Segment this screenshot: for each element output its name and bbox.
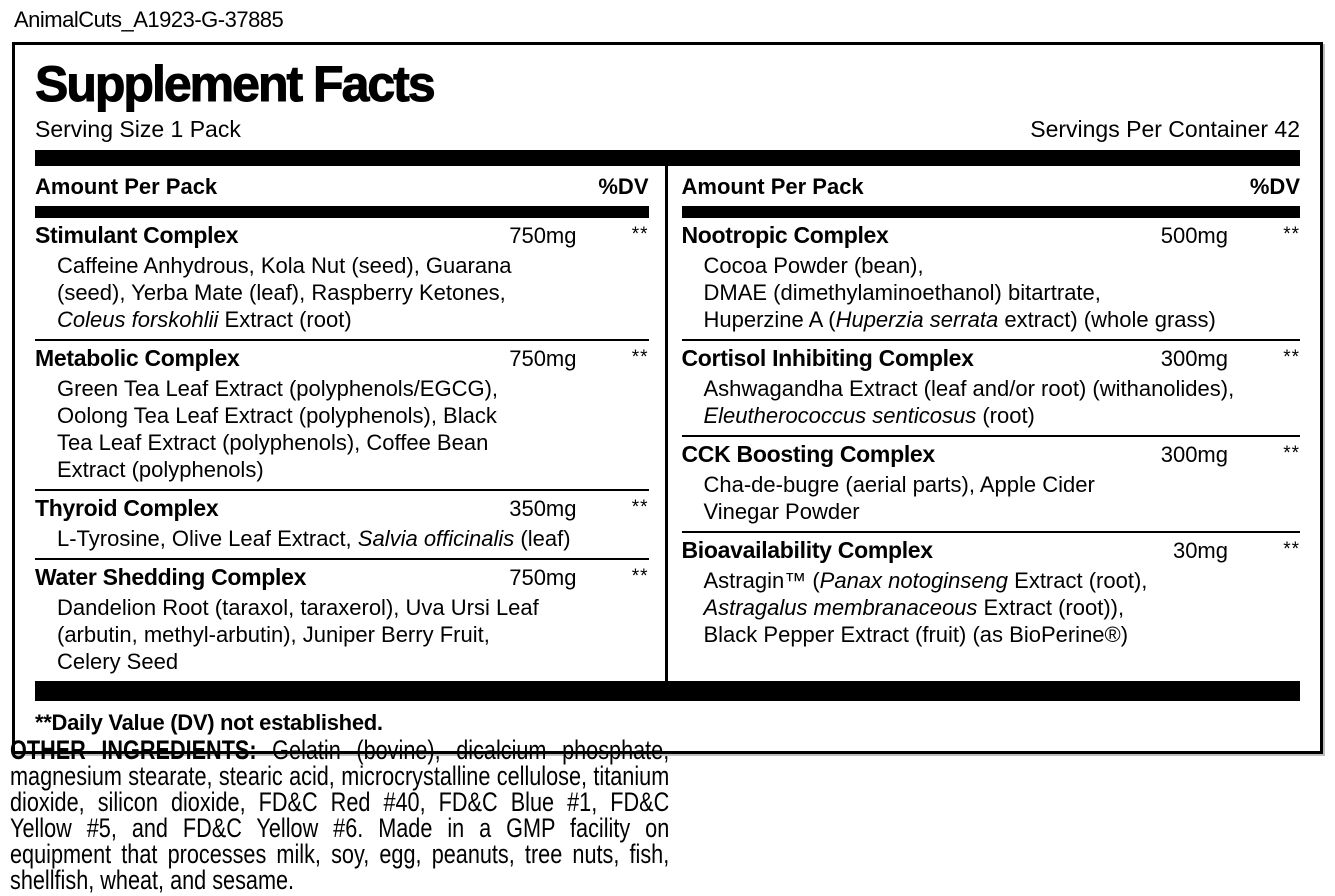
complex-name: Nootropic Complex: [681, 222, 889, 248]
file-name-label: AnimalCuts_A1923-G-37885: [14, 7, 284, 32]
complex-amount: 750mg: [509, 346, 577, 371]
left-column-sections: [35, 218, 649, 681]
complex-dv-value: **: [631, 497, 649, 518]
complex-amount: 500mg: [1160, 223, 1228, 248]
bottom-divider-bar: [35, 681, 1300, 701]
ingredient-line: L-Tyrosine, Olive Leaf Extract, Salvia officinalis (leaf): [57, 526, 571, 551]
complex-amount: 300mg: [1160, 346, 1228, 371]
complex-section: [682, 339, 1301, 435]
complex-section: [682, 218, 1301, 339]
ingredient-line: Astragalus membranaceous Extract (root)),: [703, 595, 1125, 620]
ingredient-line: Oolong Tea Leaf Extract (polyphenols), Black: [57, 403, 497, 428]
complex-section: [682, 435, 1301, 531]
panel-title: Supplement Facts: [35, 56, 434, 112]
dv-header: %DV: [1249, 174, 1300, 199]
ingredient-columns: [35, 166, 1300, 681]
ingredient-line: Extract (polyphenols): [57, 457, 264, 482]
complex-name: Metabolic Complex: [35, 345, 240, 371]
ingredient-line: Cha-de-bugre (aerial parts), Apple Cider: [703, 472, 1095, 497]
ingredient-line: Eleutherococcus senticosus (root): [703, 403, 1035, 428]
complex-name: Cortisol Inhibiting Complex: [681, 345, 974, 371]
ingredient-line: (seed), Yerba Mate (leaf), Raspberry Ketones,: [57, 280, 506, 305]
complex-amount: 30mg: [1172, 538, 1228, 563]
complex-section: [35, 218, 649, 339]
other-ingredients-text: Gelatin (bovine), dicalcium phosphate, magnesium stearate, stearic acid, microcrystalline cellulose, titanium dioxide, silicon dioxide, FD&C Red #40, FD&C Blue #1, FD&C Yellow #5, and FD&C Yellow #6. Made in a GMP facility on equipment that processes milk, soy, egg, peanuts, tree nuts, fish, shellfish, wheat, and sesame.: [10, 735, 670, 895]
complex-section: [35, 339, 649, 489]
left-column: [35, 166, 668, 681]
complex-amount: 750mg: [509, 565, 577, 590]
left-column-header: [35, 166, 649, 206]
ingredient-line: Tea Leaf Extract (polyphenols), Coffee Bean: [57, 430, 489, 455]
ingredient-line: Celery Seed: [57, 649, 179, 674]
right-column-sections: [682, 218, 1301, 654]
complex-dv-value: **: [631, 347, 649, 368]
amount-per-pack-header: Amount Per Pack: [35, 174, 218, 199]
complex-dv-value: **: [631, 566, 649, 587]
complex-heading-row: [682, 536, 1301, 567]
complex-amount: 750mg: [509, 223, 577, 248]
serving-size: Serving Size 1 Pack: [35, 116, 241, 142]
complex-dv-value: **: [1283, 347, 1300, 368]
ingredient-line: Dandelion Root (taraxol, taraxerol), Uva Ursi Leaf: [57, 595, 539, 620]
top-divider-bar: [35, 150, 1300, 166]
serving-info-row: [35, 116, 1300, 142]
complex-name: Stimulant Complex: [35, 222, 239, 248]
ingredient-line: Coleus forskohlii Extract (root): [57, 307, 352, 332]
other-ingredients-label: OTHER INGREDIENTS:: [10, 735, 257, 765]
ingredient-line: Ashwagandha Extract (leaf and/or root) (withanolides),: [703, 376, 1235, 401]
complex-name: Water Shedding Complex: [35, 564, 307, 590]
complex-name: Thyroid Complex: [35, 495, 219, 521]
right-column: [668, 166, 1301, 681]
ingredient-line: Caffeine Anhydrous, Kola Nut (seed), Guarana: [57, 253, 512, 278]
complex-section: [35, 489, 649, 558]
ingredient-line: Black Pepper Extract (fruit) (as BioPerine®): [703, 622, 1129, 647]
supplement-facts-panel: [12, 42, 1323, 754]
ingredient-line: (arbutin, methyl-arbutin), Juniper Berry Fruit,: [57, 622, 490, 647]
ingredient-line: Huperzine A (Huperzia serrata extract) (whole grass): [703, 307, 1216, 332]
other-ingredients-paragraph: [10, 737, 669, 893]
amount-per-pack-header: Amount Per Pack: [681, 174, 864, 199]
complex-heading-row: [682, 221, 1301, 252]
complex-heading-row: [682, 440, 1301, 471]
dv-header: %DV: [598, 174, 649, 199]
complex-dv-value: **: [1283, 539, 1300, 560]
complex-heading-row: [35, 221, 649, 252]
complex-section: [682, 531, 1301, 654]
complex-dv-value: **: [1283, 224, 1300, 245]
complex-heading-row: [35, 563, 649, 594]
complex-amount: 350mg: [509, 496, 577, 521]
daily-value-footnote: **Daily Value (DV) not established.: [35, 710, 383, 735]
complex-heading-row: [35, 344, 649, 375]
complex-name: Bioavailability Complex: [681, 537, 933, 563]
complex-dv-value: **: [1283, 443, 1300, 464]
left-column-header-bar: [35, 206, 649, 218]
right-column-header-bar: [682, 206, 1301, 218]
ingredient-line: Cocoa Powder (bean),: [703, 253, 924, 278]
ingredient-line: Astragin™ (Panax notoginseng Extract (root),: [703, 568, 1148, 593]
complex-name: CCK Boosting Complex: [681, 441, 935, 467]
ingredient-line: Vinegar Powder: [703, 499, 860, 524]
complex-heading-row: [682, 344, 1301, 375]
complex-section: [35, 558, 649, 681]
servings-per-container: Servings Per Container 42: [1030, 116, 1300, 142]
complex-amount: 300mg: [1160, 442, 1228, 467]
right-column-header: [682, 166, 1301, 206]
complex-dv-value: **: [631, 224, 649, 245]
ingredient-line: Green Tea Leaf Extract (polyphenols/EGCG),: [57, 376, 499, 401]
ingredient-line: DMAE (dimethylaminoethanol) bitartrate,: [703, 280, 1101, 305]
complex-heading-row: [35, 494, 649, 525]
